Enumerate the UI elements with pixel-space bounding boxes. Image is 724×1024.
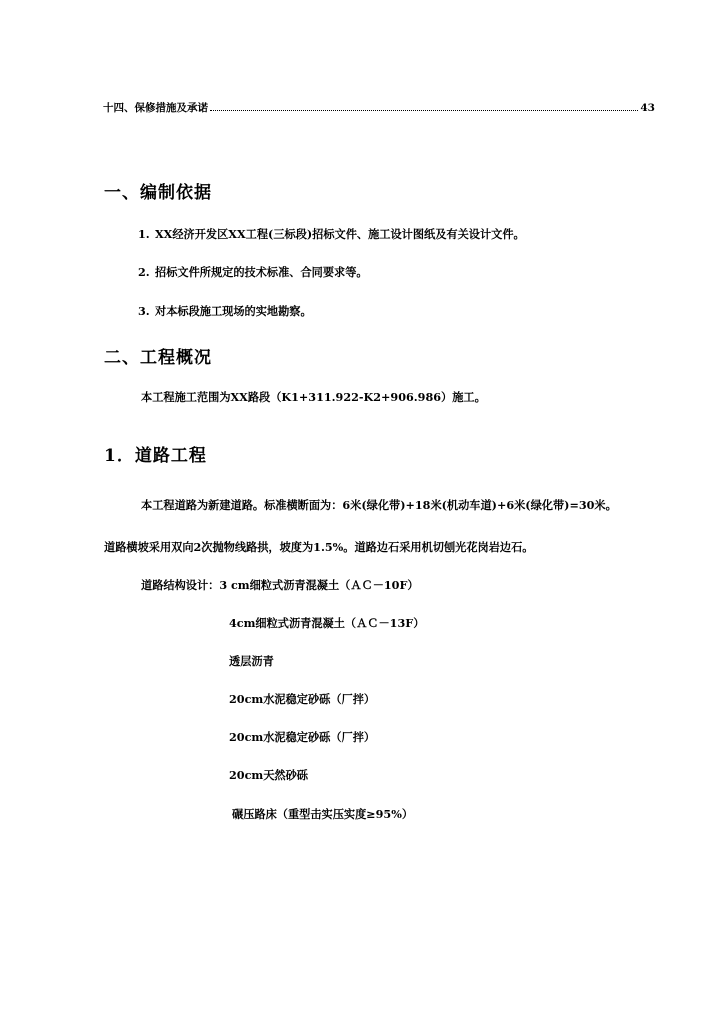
toc-leader-dots — [210, 110, 638, 111]
structure-layer: 20cm水泥稳定砂砾（厂拌） — [229, 730, 376, 744]
road-paragraph-line-2: 道路横坡采用双向2次抛物线路拱，坡度为1.5%。道路边石采用机切刨光花岗岩边石。 — [104, 540, 534, 554]
road-paragraph-line-1: 本工程道路为新建道路。标准横断面为：6米(绿化带)+18米(机动车道)+6米(绿化带)=30米。 — [141, 498, 617, 512]
structure-layer: 20cm水泥稳定砂砾（厂拌） — [229, 692, 376, 706]
toc-entry — [103, 100, 655, 115]
subsection-heading-road: 1．道路工程 — [104, 446, 207, 466]
section-heading-basis: 一、编制依据 — [104, 183, 212, 203]
structure-layer: 碾压路床（重型击实压实度≥95%） — [232, 807, 414, 821]
structure-layer: 透层沥青 — [229, 654, 274, 668]
structure-design-label: 道路结构设计：3 cm细粒式沥青混凝土（ＡＣ－10F） — [141, 578, 419, 592]
structure-layer: 4cm细粒式沥青混凝土（ＡＣ－13F） — [229, 616, 425, 630]
basis-item-number: 2. — [138, 265, 150, 279]
basis-item-2 — [138, 264, 368, 280]
basis-item-1 — [138, 226, 525, 242]
scope-paragraph: 本工程施工范围为XX路段（K1+311.922-K2+906.986）施工。 — [141, 390, 486, 404]
basis-item-text: XX经济开发区XX工程(三标段)招标文件、施工设计图纸及有关设计文件。 — [155, 227, 525, 241]
toc-page-number: 43 — [640, 102, 655, 114]
basis-item-text: 招标文件所规定的技术标准、合同要求等。 — [155, 265, 368, 279]
structure-layer: 20cm天然砂砾 — [229, 768, 308, 782]
basis-item-number: 3. — [138, 304, 150, 318]
basis-item-number: 1. — [138, 227, 150, 241]
basis-item-3 — [138, 303, 312, 319]
basis-item-text: 对本标段施工现场的实地勘察。 — [155, 304, 312, 318]
toc-entry-label: 十四、保修措施及承诺 — [103, 102, 208, 114]
section-heading-overview: 二、工程概况 — [104, 348, 212, 368]
